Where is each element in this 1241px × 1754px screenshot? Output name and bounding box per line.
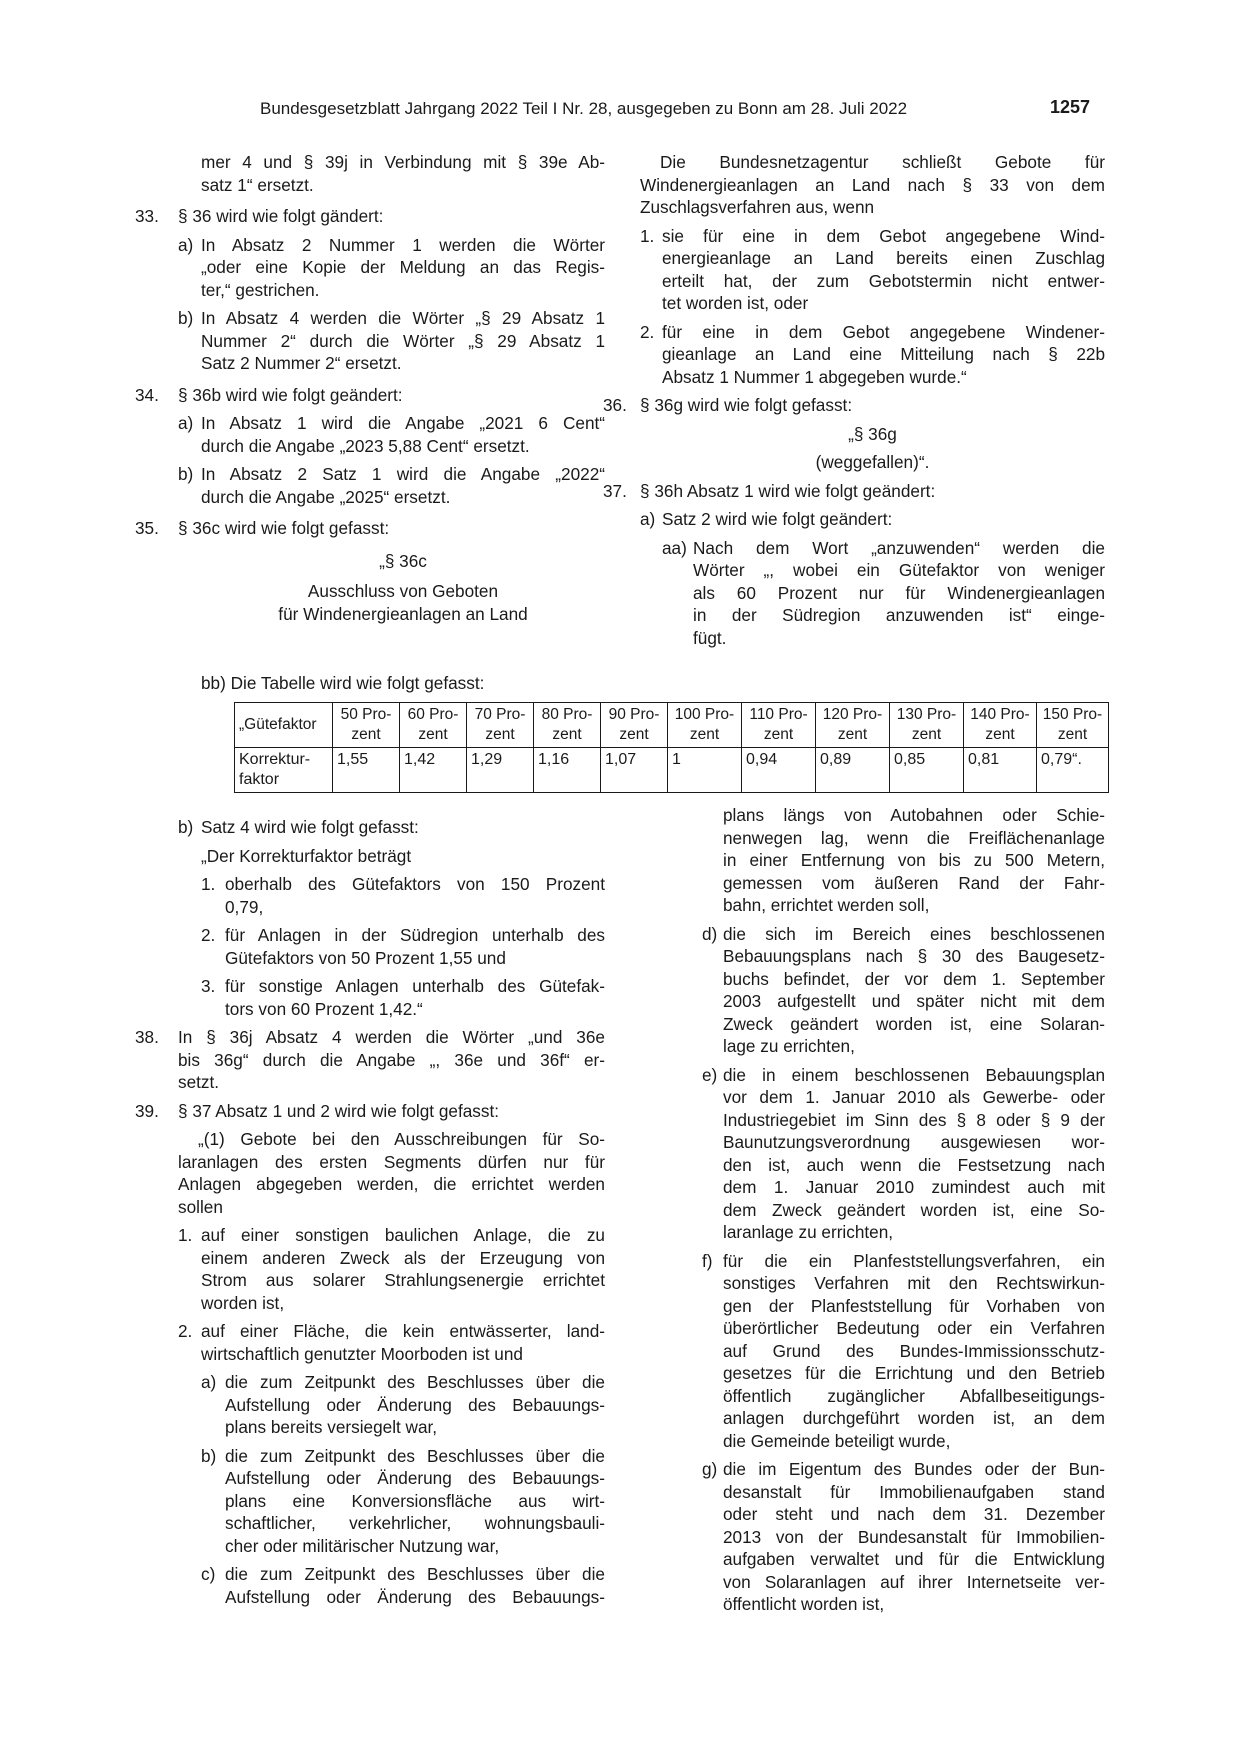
text-line: Absatz 1 Nummer 1 abgegeben wurde.“	[662, 366, 967, 387]
continuation-text	[201, 151, 605, 196]
item-label: d)	[702, 923, 718, 944]
table-value-cell: 0,89	[816, 748, 890, 793]
text-line: tet worden ist, oder	[662, 293, 809, 313]
text-line: bis 36g“ durch die Angabe „, 36e und 36f“ er-	[178, 1049, 605, 1070]
item-label: 2.	[640, 321, 655, 342]
text-line: Nach dem Wort „anzuwenden“ werden die	[693, 537, 1105, 558]
text-line: die Gemeinde beteiligt wurde,	[723, 1430, 951, 1451]
table-header-cell: 100 Pro- zent	[668, 703, 742, 748]
text-line: In Absatz 4 werden die Wörter „§ 29 Absatz 1	[201, 308, 605, 328]
text-line: in einer Entfernung von bis zu 500 Metern,	[723, 850, 1105, 870]
text-line: überörtlicher Bedeutung oder ein Verfahren	[723, 1318, 1105, 1338]
sub-item-a	[135, 1371, 605, 1439]
item-label: b)	[178, 464, 194, 484]
text-line: 2013 von der Bundesanstalt für Immobilien-	[723, 1526, 1105, 1547]
running-header: Bundesgesetzblatt Jahrgang 2022 Teil I Nr. 28, ausgegeben zu Bonn am 28. Juli 2022	[260, 99, 908, 118]
right-column-top	[603, 151, 1105, 649]
text-line: anlagen durchgeführt worden ist, an dem	[723, 1408, 1105, 1428]
item-label: 1.	[201, 874, 216, 894]
text-line: In § 36j Absatz 4 werden die Wörter „und 36e	[178, 1027, 605, 1047]
text-line: laranlagen des ersten Segments dürfen nur für	[178, 1151, 605, 1172]
text-line: dem 1. Januar 2010 zumindest auch mit	[723, 1177, 1105, 1197]
text-line: öffentlich zugänglicher Abfallbeseitigungs-	[723, 1385, 1105, 1406]
right-column-bottom	[640, 805, 1105, 1616]
item-38	[135, 1026, 605, 1094]
item-36	[603, 394, 1105, 417]
text-line: satz 1“ ersetzt.	[201, 174, 314, 195]
table-header-cell: 90 Pro- zent	[601, 703, 668, 748]
section-title: für Windenergieanlagen an Land	[278, 603, 528, 624]
section-title: Ausschluss von Geboten	[307, 581, 499, 601]
item-label: b)	[178, 308, 194, 328]
text-line: § 36g wird wie folgt gefasst:	[640, 395, 853, 415]
table-value-label-cell: Korrektur- faktor	[235, 748, 333, 793]
list-item-2	[640, 321, 1105, 389]
text-line: gemessen vom äußeren Rand der Fahr-	[723, 872, 1105, 893]
item-label: e)	[702, 1064, 718, 1085]
text-line: plans längs von Autobahnen oder Schie-	[723, 805, 1105, 825]
text-line: auf Grund des Bundes-Immissionsschutz-	[723, 1340, 1105, 1361]
text-line: nenwegen lag, wenn die Freiflächenanlage	[723, 827, 1105, 848]
text-line: in der Südregion anzuwenden ist“ einge-	[693, 605, 1105, 625]
text-line: schaftlicher, verkehrlicher, wohnungsbauli-	[225, 1513, 605, 1533]
text-line: „oder eine Kopie der Meldung an das Regis-	[201, 257, 605, 277]
text-line: einem anderen Zweck als der Erzeugung von	[201, 1247, 605, 1268]
table-value-cell: 0,81	[964, 748, 1037, 793]
item-34	[135, 384, 605, 407]
item-label: b)	[201, 1445, 217, 1466]
sub-item-f	[640, 1250, 1105, 1453]
text-line: oder steht und nach dem 31. Dezember	[723, 1504, 1105, 1524]
item-number: 33.	[135, 206, 159, 226]
item-label: f)	[702, 1250, 713, 1271]
item-33a	[135, 234, 605, 302]
item-label: a)	[201, 1372, 217, 1392]
item-label: b)	[178, 817, 194, 837]
text-line: sollen	[178, 1196, 223, 1217]
table-value-cell: 1	[668, 748, 742, 793]
text-line: Zweck geändert worden ist, eine Solaran-	[723, 1013, 1105, 1034]
table-header-row	[235, 703, 1109, 748]
text-line: aufgaben verwaltet und für die Entwicklung	[723, 1549, 1105, 1569]
text-line: die zum Zeitpunkt des Beschlusses über die	[225, 1564, 605, 1584]
text-line: buchs befindet, der vor dem 1. September	[723, 968, 1105, 989]
list-item-1	[135, 1224, 605, 1314]
text-line: sie für eine in dem Gebot angegebene Wind-	[662, 225, 1105, 246]
item-number: 35.	[135, 518, 159, 538]
item-39	[135, 1100, 605, 1123]
text-line: Windenergieanlagen an Land nach § 33 von dem	[640, 174, 1105, 195]
text-line: worden ist,	[201, 1292, 285, 1313]
text-line: für Anlagen in der Südregion unterhalb des	[225, 925, 605, 945]
sub-item-d	[640, 923, 1105, 1058]
item-37a	[640, 508, 1105, 531]
text-line: „(1) Gebote bei den Ausschreibungen für So-	[198, 1129, 605, 1149]
text-line: cher oder militärischer Nutzung war,	[225, 1535, 500, 1556]
section-heading-36g	[640, 423, 1105, 474]
item-label: a)	[178, 234, 194, 255]
text-line: Satz 2 wird wie folgt geändert:	[662, 509, 893, 529]
text-line: ter,“ gestrichen.	[201, 279, 320, 300]
text-line: plans eine Konversionsfläche aus wirt-	[225, 1490, 605, 1511]
text-line: vor dem 1. Januar 2010 als Gewerbe- oder	[723, 1087, 1105, 1107]
text-line: § 37 Absatz 1 und 2 wird wie folgt gefasst:	[178, 1100, 500, 1121]
text-line: energieanlage an Land bereits einen Zuschlag	[662, 248, 1105, 268]
item-number: 38.	[135, 1027, 159, 1047]
section-title: (weggefallen)“.	[815, 452, 930, 472]
guetefaktor-table	[234, 702, 1109, 793]
table-header-cell: 80 Pro- zent	[534, 703, 601, 748]
text-line: durch die Angabe „2023 5,88 Cent“ ersetzt.	[201, 435, 530, 456]
text-line: Wörter „, wobei ein Gütefaktor von weniger	[693, 560, 1105, 580]
table-header-cell: 130 Pro- zent	[890, 703, 964, 748]
text-line: den ist, auch wenn die Festsetzung nach	[723, 1154, 1105, 1175]
text-line: Strom aus solarer Strahlungsenergie errichtet	[201, 1270, 605, 1290]
text-line: die im Eigentum des Bundes oder der Bun-	[723, 1459, 1105, 1479]
text-line: die zum Zeitpunkt des Beschlusses über die	[225, 1372, 605, 1392]
text-line: 0,79,	[225, 896, 264, 917]
text-line: für die ein Planfeststellungsverfahren, ein	[723, 1250, 1105, 1271]
sub-item-e	[640, 1064, 1105, 1244]
table-value-cell: 1,42	[400, 748, 467, 793]
item-37a-bb: bb) Die Tabelle wird wie folgt gefasst:	[201, 673, 485, 693]
table-value-cell: 1,55	[333, 748, 400, 793]
text-line: sonstiges Verfahren mit den Rechtswirkun-	[723, 1273, 1105, 1293]
item-37b	[135, 816, 605, 839]
list-item-2	[135, 1320, 605, 1365]
text-line: fügt.	[693, 627, 727, 648]
text-line: wirtschaftlich genutzter Moorboden ist und	[201, 1343, 523, 1364]
item-number: 39.	[135, 1100, 159, 1121]
text-line: gieanlage an Land eine Mitteilung nach § 22b	[662, 344, 1105, 364]
text-line: Satz 4 wird wie folgt gefasst:	[201, 817, 419, 837]
text-line: In Absatz 2 Satz 1 wird die Angabe „2022“	[201, 464, 605, 484]
text-line: dem Zweck geändert worden ist, eine So-	[723, 1199, 1105, 1220]
item-34b	[135, 463, 605, 508]
text-line: Aufstellung oder Änderung des Bebauungs-	[225, 1394, 605, 1415]
table-value-cell: 0,94	[742, 748, 816, 793]
item-label: 1.	[178, 1225, 193, 1245]
text-line: auf einer Fläche, die kein entwässerter, land-	[201, 1321, 605, 1341]
text-line: In Absatz 2 Nummer 1 werden die Wörter	[201, 234, 605, 255]
item-label: g)	[702, 1459, 718, 1479]
list-item-1	[135, 873, 605, 918]
left-column-top	[135, 151, 605, 625]
text-line: erteilt hat, der zum Gebotstermin nicht entwer-	[662, 270, 1105, 291]
text-line: bahn, errichtet werden soll,	[723, 895, 930, 915]
table-header-label-cell: „Gütefaktor	[235, 703, 333, 748]
text-line: In Absatz 1 wird die Angabe „2021 6 Cent“	[201, 413, 605, 433]
quote-line: „Der Korrekturfaktor beträgt	[201, 845, 412, 866]
text-line: gen der Planfeststellung für Vorhaben von	[723, 1295, 1105, 1316]
list-item-2	[135, 924, 605, 969]
item-label: 1.	[640, 225, 655, 246]
table-header-cell: 60 Pro- zent	[400, 703, 467, 748]
item-label: 2.	[178, 1321, 193, 1341]
text-line: Aufstellung oder Änderung des Bebauungs-	[225, 1586, 605, 1607]
page-number: 1257	[1050, 97, 1091, 117]
text-line: die zum Zeitpunkt des Beschlusses über die	[225, 1445, 605, 1466]
text-line: auf einer sonstigen baulichen Anlage, die zu	[201, 1225, 605, 1245]
text-line: durch die Angabe „2025“ ersetzt.	[201, 486, 451, 507]
text-line: für sonstige Anlagen unterhalb des Gütefak-	[225, 976, 605, 996]
text-line: oberhalb des Gütefaktors von 150 Prozent	[225, 874, 605, 894]
table-value-cell: 1,07	[601, 748, 668, 793]
text-line: Gütefaktors von 50 Prozent 1,55 und	[225, 947, 506, 968]
item-34a	[135, 412, 605, 457]
table-header-cell: 70 Pro- zent	[467, 703, 534, 748]
text-line: Zuschlagsverfahren aus, wenn	[640, 197, 875, 217]
sub-item-b	[135, 1445, 605, 1558]
text-line: § 36h Absatz 1 wird wie folgt geändert:	[640, 480, 936, 501]
text-line: öffentlicht worden ist,	[723, 1594, 885, 1614]
text-line: § 36 wird wie folgt gändert:	[178, 206, 384, 226]
quoted-paragraph	[135, 1128, 605, 1218]
sub-item-c-continued	[640, 804, 1105, 917]
item-label: c)	[201, 1564, 216, 1584]
table-header-cell: 140 Pro- zent	[964, 703, 1037, 748]
text-line: tors von 60 Prozent 1,42.“	[225, 998, 423, 1019]
section-heading-36c	[135, 550, 605, 626]
sub-item-c	[135, 1563, 605, 1608]
item-33b	[135, 307, 605, 375]
text-line: § 36c wird wie folgt gefasst:	[178, 518, 390, 538]
table-value-cell: 1,16	[534, 748, 601, 793]
section-number: „§ 36g	[848, 423, 897, 444]
item-label: aa)	[662, 537, 687, 558]
table-header-cell: 120 Pro- zent	[816, 703, 890, 748]
text-line: als 60 Prozent nur für Windenergieanlagen	[693, 582, 1105, 603]
table-value-cell: 0,85	[890, 748, 964, 793]
table-header-cell: 50 Pro- zent	[333, 703, 400, 748]
item-35	[135, 517, 605, 540]
text-line: § 36b wird wie folgt geändert:	[178, 384, 403, 405]
sub-item-g	[640, 1458, 1105, 1616]
table-header-cell: 110 Pro- zent	[742, 703, 816, 748]
text-line: Nummer 2“ durch die Wörter „§ 29 Absatz 1	[201, 330, 605, 351]
text-line: von Solaranlagen auf ihrer Internetseite ver-	[723, 1571, 1105, 1592]
table-value-cell: 1,29	[467, 748, 534, 793]
text-line: gesetzes für die Errichtung und den Betrieb	[723, 1363, 1105, 1383]
table-row	[235, 748, 1109, 793]
item-number: 34.	[135, 384, 159, 405]
text-line: Die Bundesnetzagentur schließt Gebote für	[660, 152, 1105, 172]
text-line: Bebauungsplans nach § 30 des Baugesetz-	[723, 946, 1105, 966]
section-number: „§ 36c	[379, 550, 427, 571]
table-value-cell: 0,79“.	[1037, 748, 1109, 793]
table-header-cell: 150 Pro- zent	[1037, 703, 1109, 748]
item-label: 2.	[201, 925, 216, 945]
item-label: a)	[640, 509, 656, 529]
text-line: mer 4 und § 39j in Verbindung mit § 39e Ab-	[201, 152, 605, 172]
item-number: 37.	[603, 480, 627, 501]
item-37	[603, 480, 1105, 503]
text-line: Aufstellung oder Änderung des Bebauungs-	[225, 1468, 605, 1488]
left-column-bottom	[135, 816, 605, 1608]
text-line: lage zu errichten,	[723, 1036, 855, 1056]
text-line: 2003 aufgestellt und später nicht mit dem	[723, 991, 1105, 1011]
text-line: Anlagen abgegeben werden, die errichtet werden	[178, 1174, 605, 1194]
item-label: 3.	[201, 976, 216, 996]
item-number: 36.	[603, 395, 627, 415]
text-line: die in einem beschlossenen Bebauungsplan	[723, 1064, 1105, 1085]
text-line: laranlage zu errichten,	[723, 1222, 894, 1242]
text-line: für eine in dem Gebot angegebene Windener-	[662, 321, 1105, 342]
text-line: plans bereits versiegelt war,	[225, 1417, 438, 1437]
list-item-1	[640, 225, 1105, 315]
list-item-3	[135, 975, 605, 1020]
text-line: Baunutzungsverordnung ausgewiesen wor-	[723, 1132, 1105, 1152]
text-line: die sich im Bereich eines beschlossenen	[723, 923, 1105, 944]
text-line: setzt.	[178, 1072, 220, 1092]
item-37a-aa	[640, 537, 1105, 650]
item-label: a)	[178, 413, 194, 433]
text-line: desanstalt für Immobilienaufgaben stand	[723, 1481, 1105, 1502]
text-line: Satz 2 Nummer 2“ ersetzt.	[201, 353, 402, 373]
item-33	[135, 205, 605, 228]
paragraph	[640, 151, 1105, 219]
text-line: Industriegebiet im Sinn des § 8 oder § 9 der	[723, 1109, 1105, 1130]
